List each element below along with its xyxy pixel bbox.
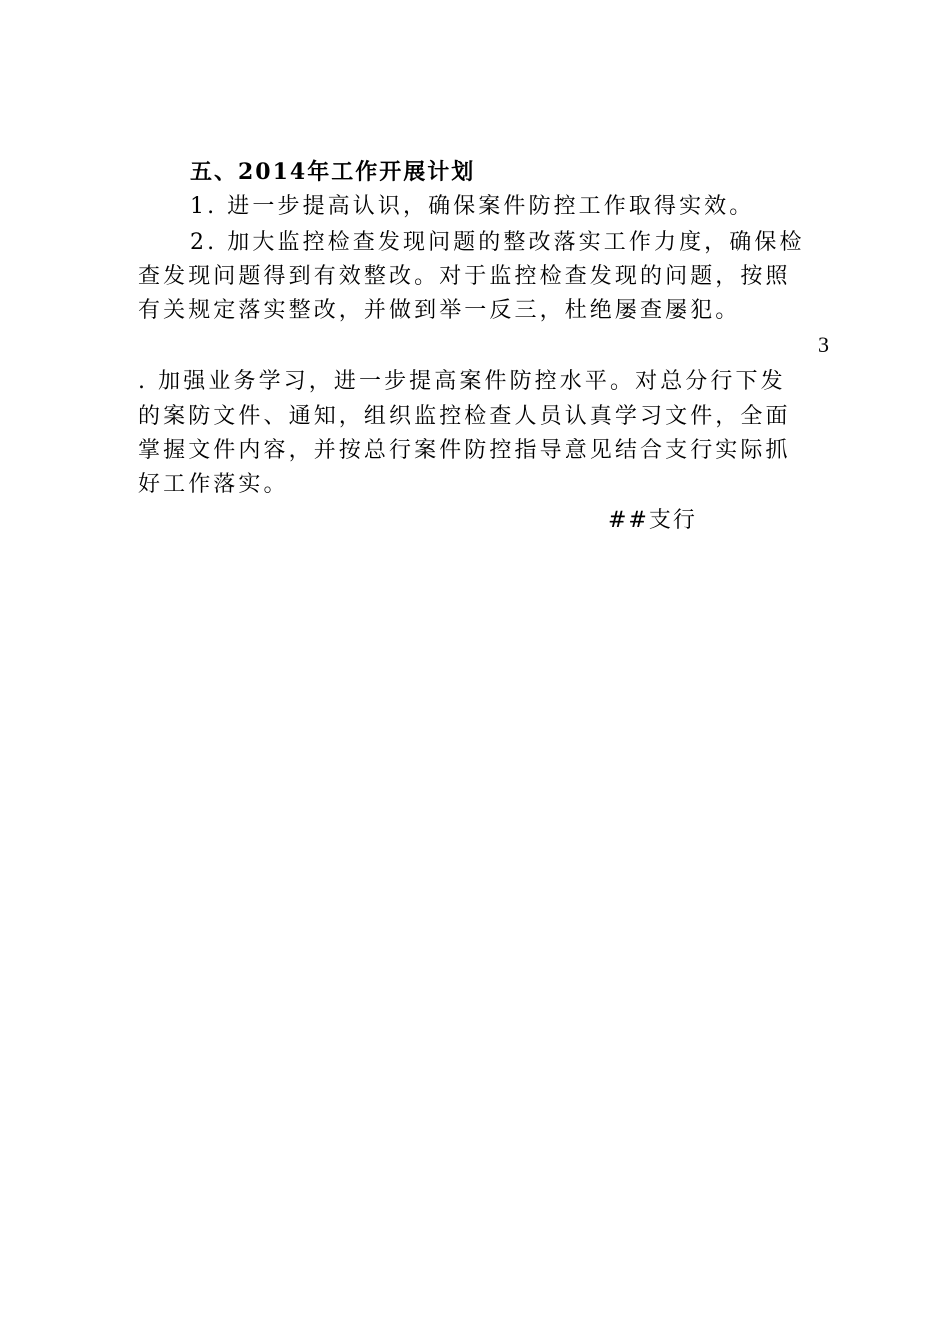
plan-item-3-line-2: 的案防文件、通知，组织监控检查人员认真学习文件，全面 (138, 404, 791, 429)
signature-branch: ##支行 (608, 508, 697, 533)
plan-item-2-line-2: 查发现问题得到有效整改。对于监控检查发现的问题，按照 (138, 264, 791, 289)
plan-item-2-line-3: 有关规定落实整改，并做到举一反三，杜绝屡查屡犯。 (138, 298, 741, 323)
plan-item-3-line-1: . 加强业务学习，进一步提高案件防控水平。对总分行下发 (138, 369, 786, 394)
plan-item-2-line-1: 2. 加大监控检查发现问题的整改落实工作力度，确保检 (190, 230, 805, 255)
plan-item-3-line-3: 掌握文件内容，并按总行案件防控指导意见结合支行实际抓 (138, 438, 791, 463)
plan-item-1: 1. 进一步提高认识，确保案件防控工作取得实效。 (190, 194, 755, 219)
section-heading: 五、2014年工作开展计划 (190, 159, 476, 185)
plan-item-3-line-4: 好工作落实。 (138, 472, 289, 497)
page-number: 3 (818, 332, 829, 357)
